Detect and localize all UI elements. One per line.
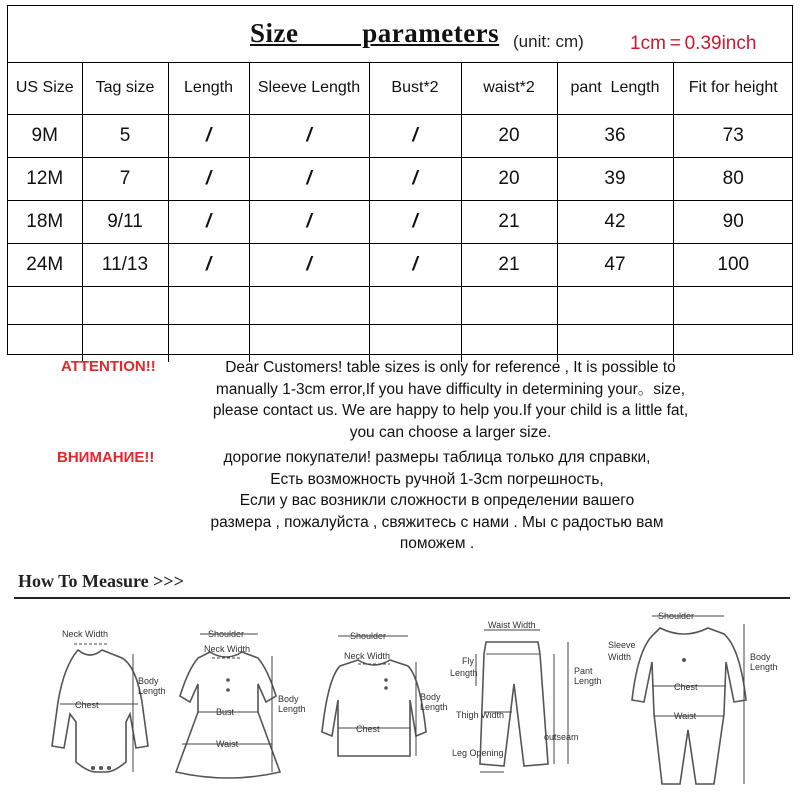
header-cell: Length xyxy=(168,62,249,115)
table-cell: 90 xyxy=(673,201,793,244)
romper-body-label-2: Length xyxy=(750,662,778,672)
attention-label: ATTENTION!! xyxy=(61,358,156,375)
table-cell: 20 xyxy=(461,115,557,158)
dress-neck-label: Neck Width xyxy=(204,644,251,654)
pants-outseam-label: outseam xyxy=(544,732,579,742)
table-row xyxy=(8,201,793,244)
empty-cell xyxy=(557,287,673,325)
attention-ru-line: дорогие покупатели! размеры таблица только для справки, xyxy=(223,449,651,466)
pants-leg-label: Leg Opening xyxy=(452,748,504,758)
empty-cell xyxy=(8,287,82,325)
table-cell: / xyxy=(168,201,249,244)
table-cell: 9M xyxy=(8,115,82,158)
table-cell: 21 xyxy=(461,201,557,244)
snap-icon xyxy=(107,766,111,770)
table-cell: 73 xyxy=(673,115,793,158)
dress-diagram xyxy=(168,622,308,790)
dress-shoulder-label: Shoulder xyxy=(208,629,245,639)
attention-line: please contact us. We are happy to help you.If your child is a little fat, xyxy=(212,402,689,419)
pants-fly-label-1: Fly xyxy=(462,656,474,666)
table-title: Size parameters xyxy=(250,18,500,48)
pants-diagram xyxy=(448,614,608,790)
button-dot-icon xyxy=(226,678,230,682)
bodysuit-body-label-2: Length xyxy=(138,686,166,696)
attention-ru-line: поможем . xyxy=(399,535,475,552)
attention-line: manually 1-3cm error,If you have difficulty in determining your。size, xyxy=(215,380,686,398)
table-cell: 42 xyxy=(557,201,673,244)
header-row xyxy=(8,62,793,115)
dress-waist-label: Waist xyxy=(216,739,239,749)
empty-cell xyxy=(8,325,82,363)
snap-icon xyxy=(91,766,95,770)
table-cell: / xyxy=(369,201,461,244)
table-row xyxy=(8,115,793,158)
button-dot-icon xyxy=(226,688,230,692)
size-table xyxy=(7,5,793,355)
table-cell: / xyxy=(168,244,249,287)
empty-cell xyxy=(461,287,557,325)
table-cell: 9/11 xyxy=(82,201,168,244)
shirt-body-label-1: Body xyxy=(420,692,441,702)
table-cell: / xyxy=(369,115,461,158)
romper-shoulder-label: Shoulder xyxy=(658,611,695,621)
shirt-body-label-2: Length xyxy=(420,702,448,712)
shirt-chest-label: Chest xyxy=(356,724,380,734)
section-divider xyxy=(14,597,790,599)
table-cell: 5 xyxy=(82,115,168,158)
attention-ru-label: ВНИМАНИЕ!! xyxy=(57,449,155,466)
table-cell: / xyxy=(249,201,369,244)
table-cell: 21 xyxy=(461,244,557,287)
empty-cell xyxy=(82,287,168,325)
empty-cell xyxy=(168,287,249,325)
attention-line: Dear Customers! table sizes is only for reference , It is possible to xyxy=(225,359,676,376)
table-cell: 11/13 xyxy=(82,244,168,287)
header-cell: Sleeve Length xyxy=(249,62,369,115)
attention-ru-line: размера , пожалуйста , свяжитесь с нами . Мы с радостью вам xyxy=(210,513,664,531)
table-cell: / xyxy=(168,115,249,158)
romper-sleeve-label-2: Width xyxy=(608,652,632,662)
dress-bust-label: Bust xyxy=(216,707,235,717)
shirt-shoulder-label: Shoulder xyxy=(350,631,387,641)
pants-length-label-2: Length xyxy=(574,676,602,686)
table-cell: 39 xyxy=(557,158,673,201)
table-cell: / xyxy=(249,158,369,201)
table-cell: 80 xyxy=(673,158,793,201)
bodysuit-body-label-1: Body xyxy=(138,676,159,686)
unit-conversion: 1cm = 0.39inch xyxy=(630,33,757,54)
romper-body-label-1: Body xyxy=(750,652,771,662)
how-to-measure-heading: How To Measure >>> xyxy=(18,571,184,591)
pants-waist-label: Waist Width xyxy=(488,620,536,630)
button-dot-icon xyxy=(384,686,388,690)
empty-cell xyxy=(673,287,793,325)
shirt-shape xyxy=(322,660,426,756)
shirt-diagram xyxy=(320,622,450,790)
romper-shape xyxy=(632,628,746,784)
header-cell: Bust*2 xyxy=(369,62,461,115)
table-row xyxy=(8,244,793,287)
header-cell: Fit for height xyxy=(673,62,793,115)
empty-row xyxy=(8,287,793,325)
bodysuit-diagram xyxy=(30,622,170,790)
bodysuit-chest-label: Chest xyxy=(75,700,99,710)
attention-line: you can choose a larger size. xyxy=(349,423,552,441)
empty-cell xyxy=(369,287,461,325)
button-dot-icon xyxy=(682,658,686,662)
table-cell: 20 xyxy=(461,158,557,201)
attention-ru-text xyxy=(178,447,696,555)
table-cell: / xyxy=(369,244,461,287)
header-cell: waist*2 xyxy=(461,62,557,115)
pants-thigh-label: Thigh Width xyxy=(456,710,505,720)
table-cell: 24M xyxy=(8,244,82,287)
size-grid xyxy=(8,62,793,362)
table-cell: 100 xyxy=(673,244,793,287)
dress-body-label-1: Body xyxy=(278,694,299,704)
table-cell: / xyxy=(249,244,369,287)
romper-diagram xyxy=(600,604,790,790)
empty-cell xyxy=(249,287,369,325)
header-cell: US Size xyxy=(8,62,82,115)
table-cell: 7 xyxy=(82,158,168,201)
table-cell: 12M xyxy=(8,158,82,201)
table-cell: 47 xyxy=(557,244,673,287)
button-dot-icon xyxy=(384,678,388,682)
romper-chest-label: Chest xyxy=(674,682,698,692)
table-cell: 36 xyxy=(557,115,673,158)
empty-cell xyxy=(82,325,168,363)
table-cell: / xyxy=(249,115,369,158)
table-cell: 18M xyxy=(8,201,82,244)
header-cell: pant Length xyxy=(557,62,673,115)
table-cell: / xyxy=(369,158,461,201)
table-cell: / xyxy=(168,158,249,201)
snap-icon xyxy=(99,766,103,770)
header-cell: Tag size xyxy=(82,62,168,115)
bodysuit-shape xyxy=(52,650,148,772)
attention-text xyxy=(178,357,723,443)
attention-ru-line: Если у вас возникли сложности в определении вашего xyxy=(239,492,635,509)
pants-fly-label-2: Length xyxy=(450,668,478,678)
romper-sleeve-label-1: Sleeve xyxy=(608,640,636,650)
romper-waist-label: Waist xyxy=(674,711,697,721)
shirt-neck-label: Neck Width xyxy=(344,651,391,661)
bodysuit-neck-label: Neck Width xyxy=(62,629,109,639)
pants-length-label-1: Pant xyxy=(574,666,593,676)
dress-body-label-2: Length xyxy=(278,704,306,714)
attention-ru-line: Есть возможность ручной 1-3cm погрешность, xyxy=(270,470,604,488)
title-row xyxy=(8,6,792,63)
unit-label: (unit: cm) xyxy=(513,32,584,51)
table-row xyxy=(8,158,793,201)
